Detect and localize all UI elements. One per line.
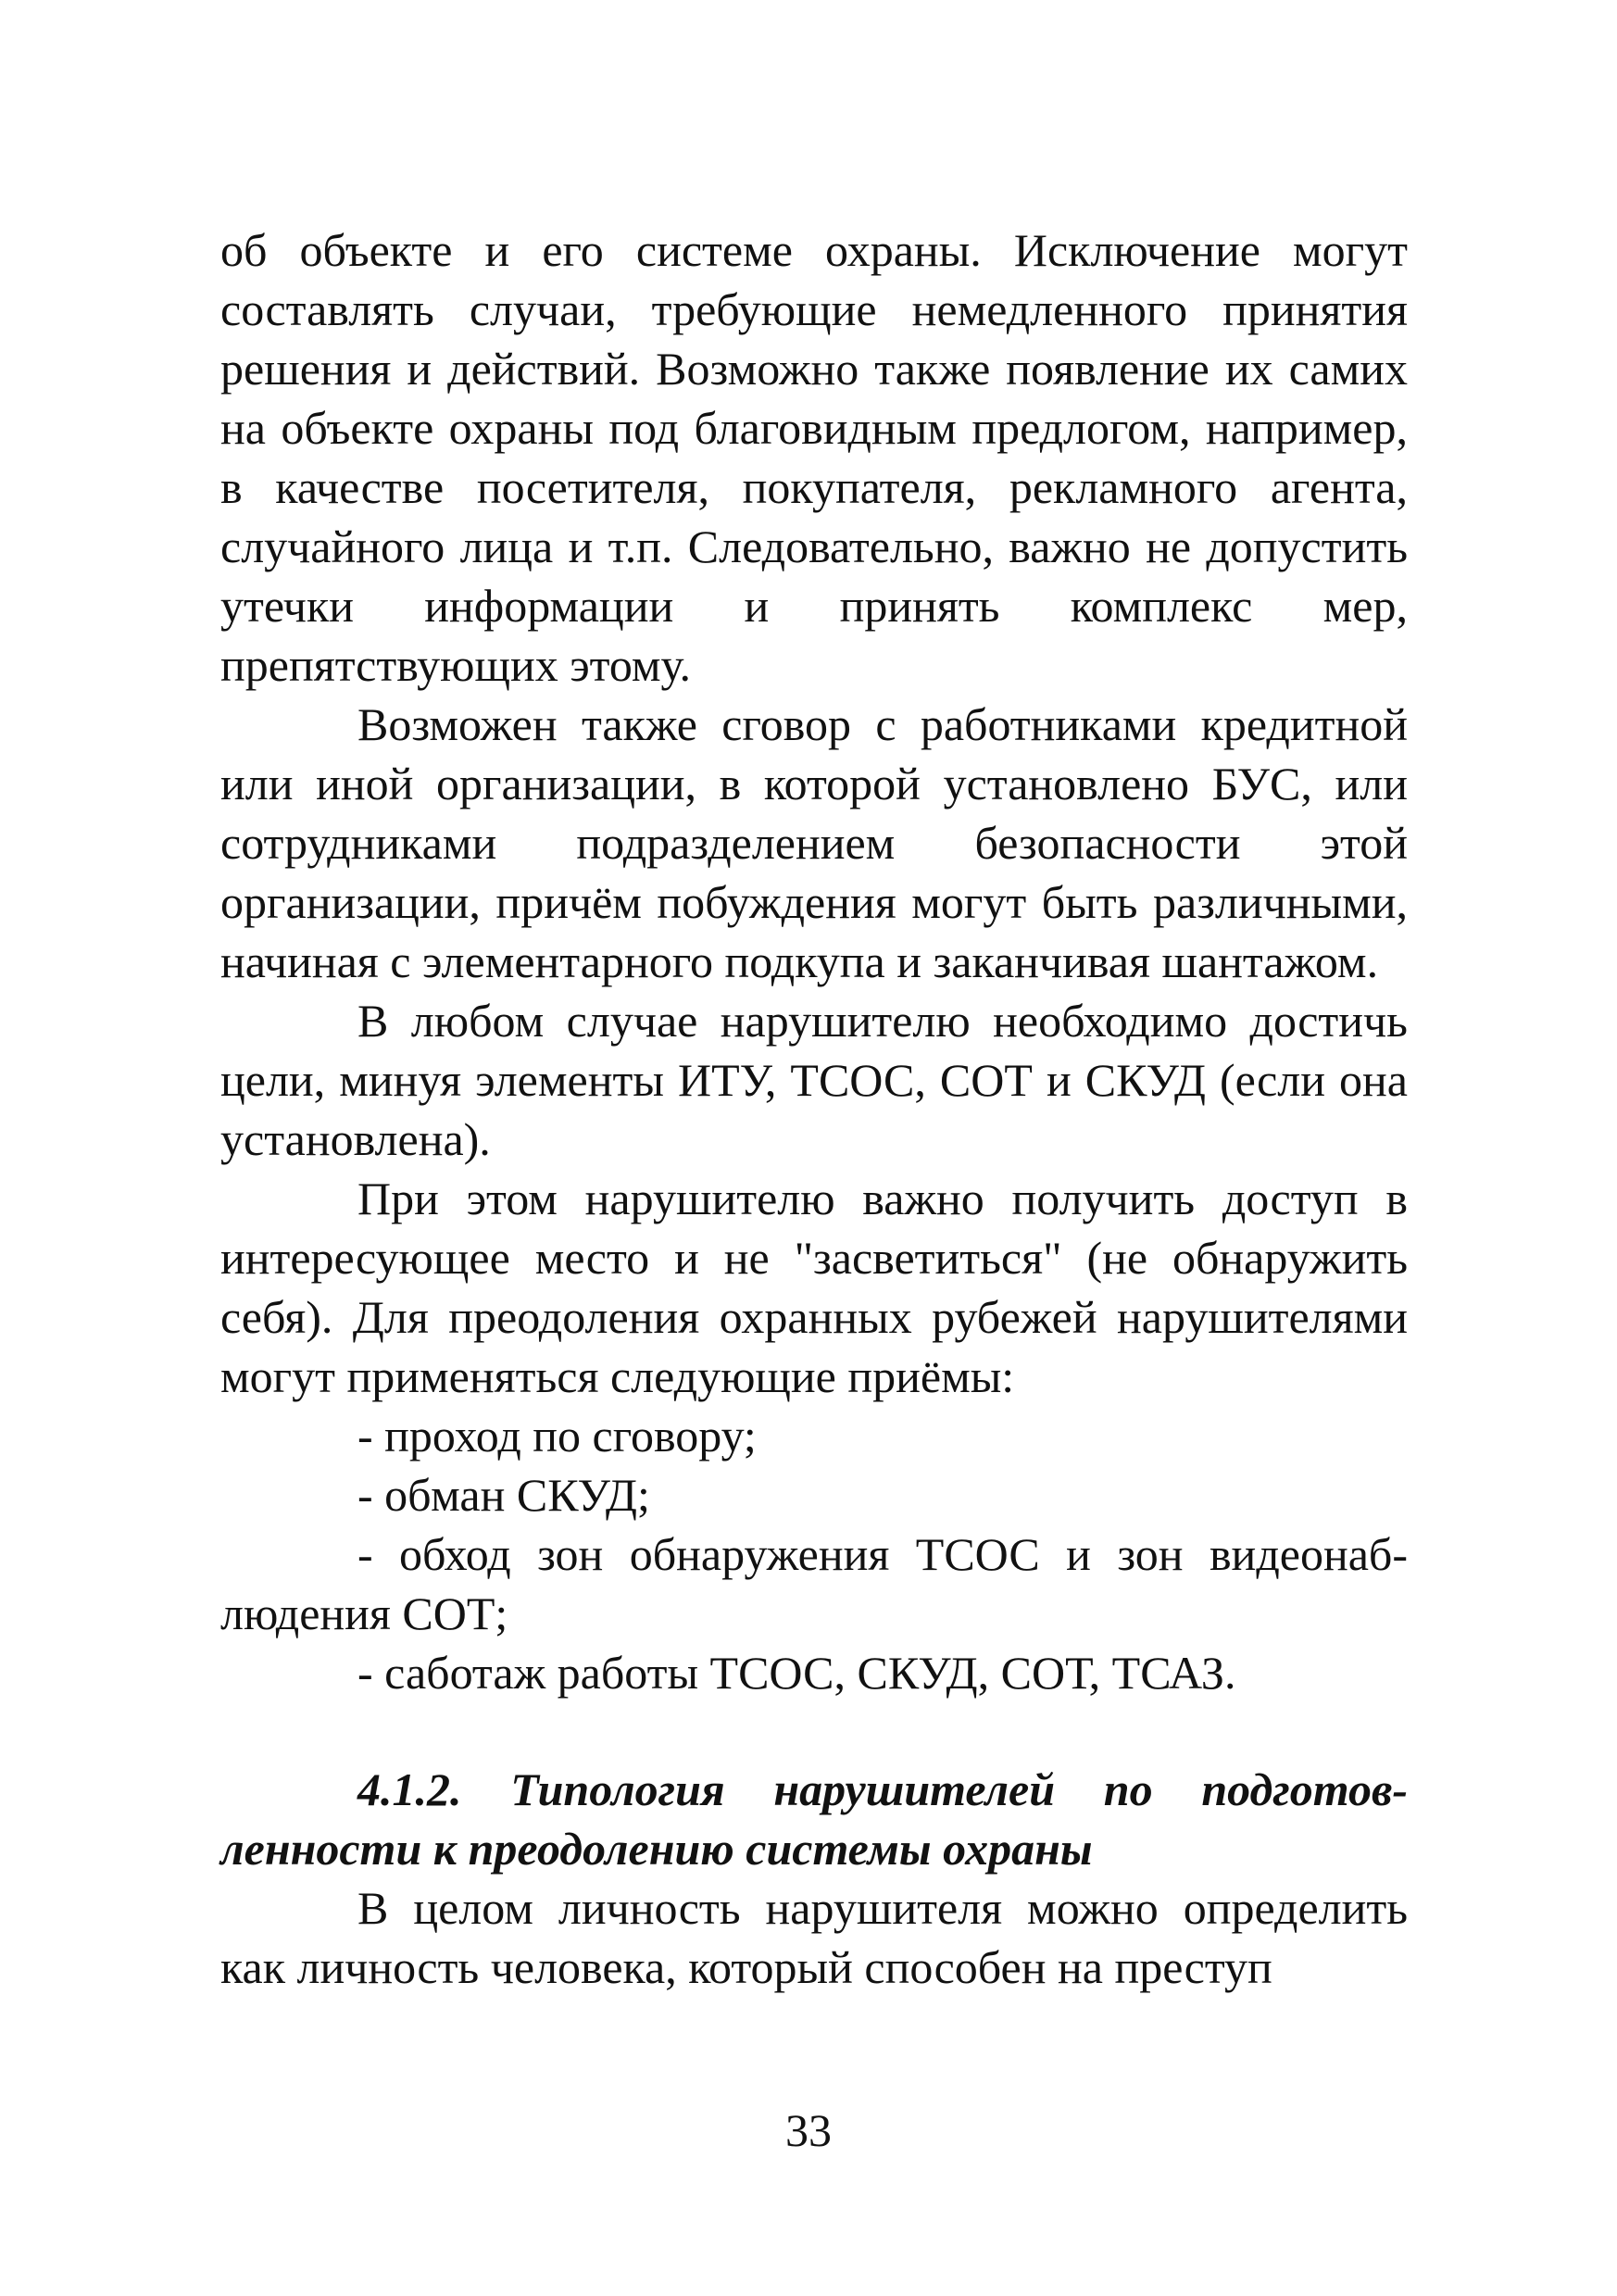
page-body (220, 220, 1408, 1997)
technique-list (220, 1406, 1408, 1702)
paragraph-4: При этом нарушителю важно получить доступ в интересующее место и не "засветиться" (не обнаружить себя). Для преодоления охранных рубежей нарушителями могут применяться следующие приёмы: (220, 1173, 1408, 1402)
section-heading: 4.1.2. Типология нарушителей по подготовленности к преодолению системы охраны (220, 1763, 1408, 1875)
list-item: - проход по сговору; (357, 1410, 757, 1462)
paragraph-3: В любом случае нарушителю необходимо достичь цели, минуя элементы ИТУ, ТСОС, СОТ и СКУД (если она установлена). (220, 995, 1408, 1165)
list-item: - обман СКУД; (357, 1469, 650, 1521)
list-item: - обход зон обнаружения ТСОС и зон видеонаблюдения СОТ; (220, 1528, 1408, 1639)
page-number: 33 (785, 2104, 832, 2156)
list-item: - саботаж работы ТСОС, СКУД, СОТ, ТСАЗ. (357, 1647, 1236, 1699)
final-paragraph: В целом личность нарушителя можно определить как личность человека, который способен на преступ (220, 1882, 1408, 1993)
paragraph-2: Возможен также сговор с работниками кредитной или иной организации, в которой установлено БУС, или сотрудниками подразделением безопасности этой организации, причём побуждения могут быть различными, начиная с элементарного подкупа и заканчивая шантажом. (220, 698, 1408, 987)
paragraph-1: об объекте и его системе охраны. Исключение могут составлять случаи, требующие немедленного принятия решения и действий. Возможно также появление их самих на объекте охраны под благовидным предлогом, например, в качестве посетителя, покупателя, рекламного агента, случайного лица и т.п. Следовательно, важно не допустить утечки информации и принять комплекс мер, препятствующих этому. (220, 224, 1408, 691)
